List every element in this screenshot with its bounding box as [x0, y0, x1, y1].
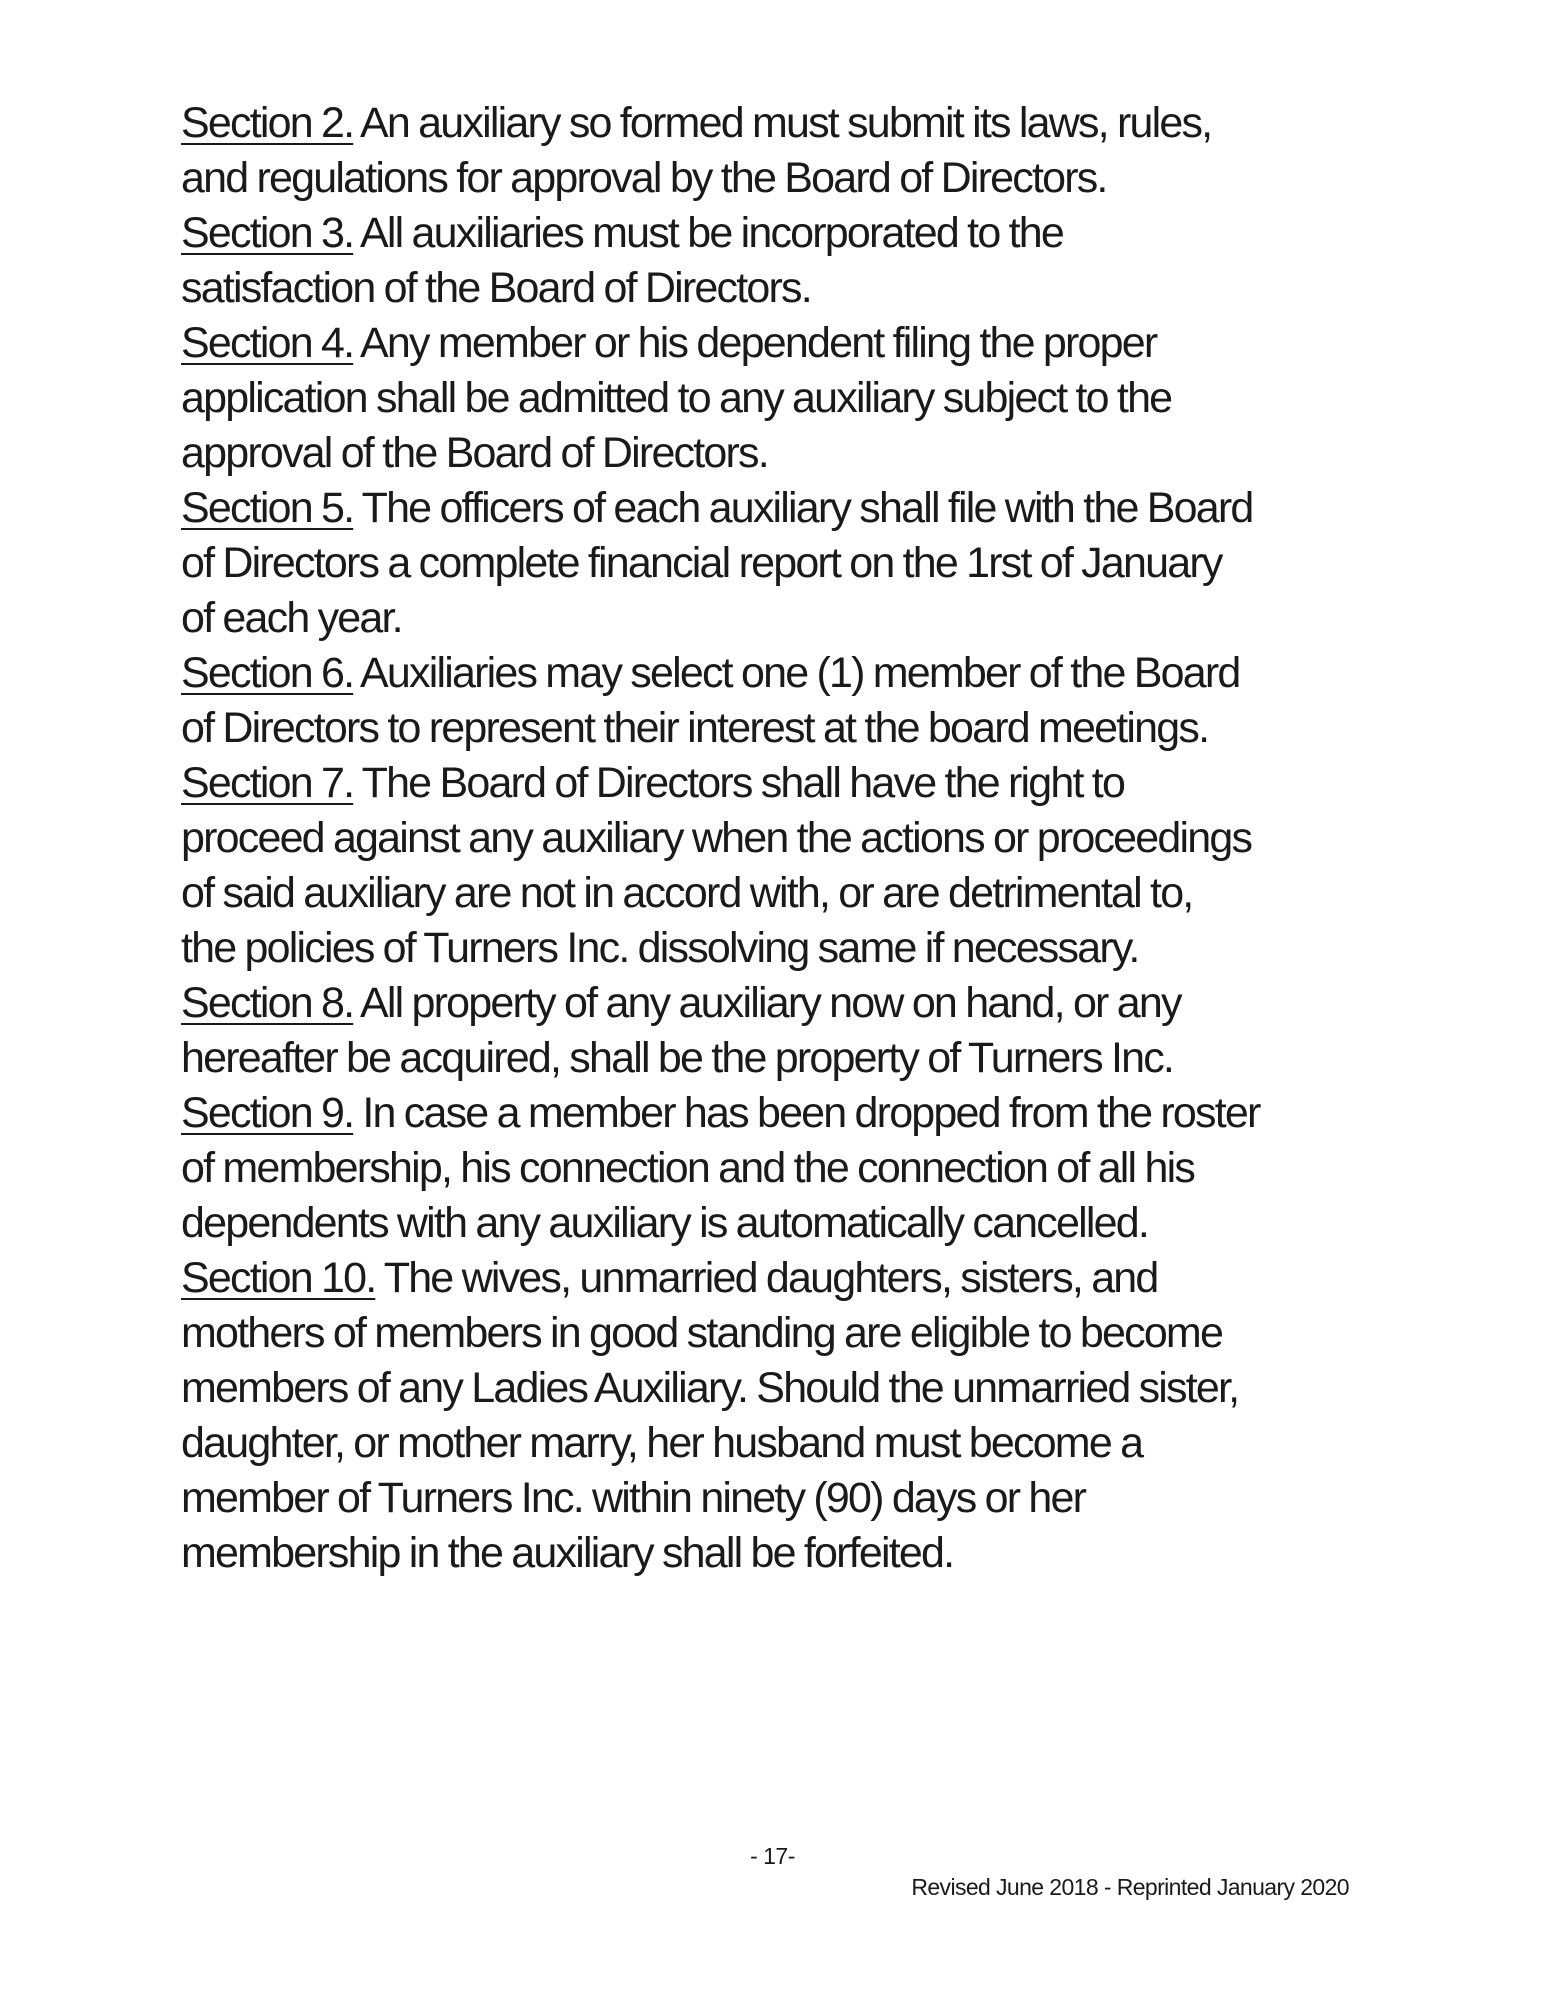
text-line: Section 10. The wives, unmarried daughters, sisters, and	[181, 1254, 1158, 1302]
page-number: - 17-	[750, 1843, 795, 1869]
text-line: Section 4. Any member or his dependent filing the proper	[181, 319, 1157, 367]
text-line: Section 8. All property of any auxiliary now on hand, or any	[181, 979, 1181, 1027]
text-line: hereafter be acquired, shall be the property of Turners Inc.	[181, 1034, 1174, 1082]
bylaws-article-body	[181, 96, 1381, 1581]
text-line: Section 7. The Board of Directors shall have the right to	[181, 759, 1125, 807]
text-line: of Directors to represent their interest at the board meetings.	[181, 704, 1209, 752]
section-4-label: Section 4.	[181, 319, 354, 367]
section-6-label: Section 6.	[181, 649, 354, 697]
section-5-label: Section 5.	[181, 484, 354, 532]
text-line: proceed against any auxiliary when the actions or proceedings	[181, 814, 1252, 862]
text-line: of Directors a complete financial report on the 1rst of January	[181, 539, 1222, 587]
text-line: members of any Ladies Auxiliary. Should the unmarried sister,	[181, 1364, 1239, 1412]
text-line: daughter, or mother marry, her husband must become a	[181, 1419, 1143, 1467]
text-line: Section 6. Auxiliaries may select one (1) member of the Board	[181, 649, 1240, 697]
section-10-label: Section 10.	[181, 1254, 376, 1302]
text-line: of each year.	[181, 594, 402, 642]
revision-note: Revised June 2018 - Reprinted January 2020	[911, 1874, 1349, 1900]
text-line: the policies of Turners Inc. dissolving same if necessary.	[181, 924, 1139, 972]
text-line: satisfaction of the Board of Directors.	[181, 264, 811, 312]
text-line: Section 5. The officers of each auxiliary shall file with the Board	[181, 484, 1253, 532]
text-line: Section 3. All auxiliaries must be incorporated to the	[181, 209, 1063, 257]
text-line: member of Turners Inc. within ninety (90) days or her	[181, 1474, 1086, 1522]
section-8-label: Section 8.	[181, 979, 354, 1027]
section-9-label: Section 9.	[181, 1089, 354, 1137]
text-line: mothers of members in good standing are eligible to become	[181, 1309, 1223, 1357]
text-line: application shall be admitted to any auxiliary subject to the	[181, 374, 1172, 422]
text-line: of membership, his connection and the connection of all his	[181, 1144, 1195, 1192]
section-2-label: Section 2.	[181, 99, 354, 147]
section-7-label: Section 7.	[181, 759, 354, 807]
text-line: dependents with any auxiliary is automatically cancelled.	[181, 1199, 1148, 1247]
text-line: of said auxiliary are not in accord with, or are detrimental to,	[181, 869, 1193, 917]
text-line: and regulations for approval by the Board of Directors.	[181, 154, 1107, 202]
text-line: approval of the Board of Directors.	[181, 429, 768, 477]
text-line: Section 2. An auxiliary so formed must submit its laws, rules,	[181, 99, 1212, 147]
text-line: Section 9. In case a member has been dropped from the roster	[181, 1089, 1260, 1137]
text-line: membership in the auxiliary shall be forfeited.	[181, 1529, 954, 1577]
section-3-label: Section 3.	[181, 209, 354, 257]
